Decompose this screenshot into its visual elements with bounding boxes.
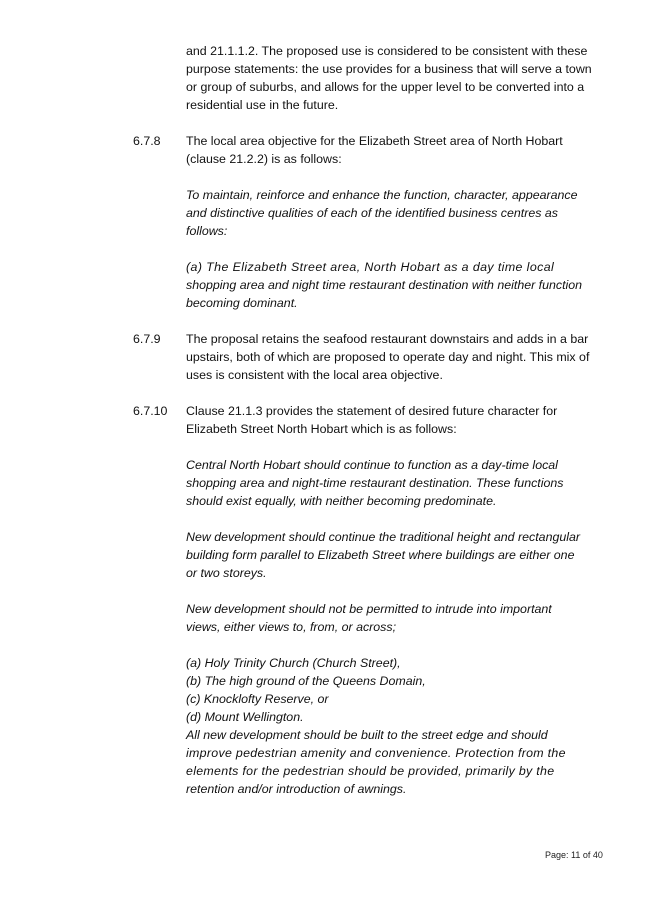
section-number-6-7-8: 6.7.8: [133, 134, 161, 148]
intro-line: purpose statements: the use provides for a business that will serve a town: [186, 62, 592, 76]
quote-line: New development should continue the traditional height and rectangular: [186, 530, 581, 544]
quote-line: follows:: [186, 224, 228, 238]
para-line: (clause 21.2.2) is as follows:: [186, 152, 342, 166]
quote-line: and distinctive qualities of each of the identified business centres as: [186, 206, 558, 220]
quote-line: building form parallel to Elizabeth Street where buildings are either one: [186, 548, 575, 562]
intro-line: and 21.1.1.2. The proposed use is considered to be consistent with these: [186, 44, 588, 58]
quote-line: elements for the pedestrian should be provided, primarily by the: [186, 764, 555, 778]
quote-line: All new development should be built to the street edge and should: [186, 728, 548, 742]
quote-line: improve pedestrian amenity and convenience. Protection from the: [186, 746, 566, 760]
quote-line: New development should not be permitted to intrude into important: [186, 602, 552, 616]
quote-line: shopping area and night time restaurant destination with neither function: [186, 278, 583, 292]
quote-line: Central North Hobart should continue to function as a day-time local: [186, 458, 558, 472]
quote-line: retention and/or introduction of awnings.: [186, 782, 407, 796]
quote-line: should exist equally, with neither becoming predominate.: [186, 494, 497, 508]
intro-line: residential use in the future.: [186, 98, 339, 112]
para-line: The proposal retains the seafood restaurant downstairs and adds in a bar: [186, 332, 589, 346]
list-item: (b) The high ground of the Queens Domain,: [186, 674, 426, 688]
quote-line: shopping area and night-time restaurant destination. These functions: [186, 476, 564, 490]
quote-line: or two storeys.: [186, 566, 267, 580]
para-line: uses is consistent with the local area objective.: [186, 368, 443, 382]
quote-line: becoming dominant.: [186, 296, 298, 310]
para-line: The local area objective for the Elizabeth Street area of North Hobart: [186, 134, 563, 148]
list-item: (a) Holy Trinity Church (Church Street),: [186, 656, 401, 670]
list-item: (c) Knocklofty Reserve, or: [186, 692, 329, 706]
para-line: upstairs, both of which are proposed to operate day and night. This mix of: [186, 350, 590, 364]
quote-line: (a) The Elizabeth Street area, North Hobart as a day time local: [186, 260, 555, 274]
quote-line: To maintain, reinforce and enhance the function, character, appearance: [186, 188, 578, 202]
page-number: Page: 11 of 40: [545, 850, 603, 860]
list-item: (d) Mount Wellington.: [186, 710, 304, 724]
section-number-6-7-9: 6.7.9: [133, 332, 161, 346]
intro-line: or group of suburbs, and allows for the upper level to be converted into a: [186, 80, 585, 94]
quote-line: views, either views to, from, or across;: [186, 620, 397, 634]
para-line: Clause 21.1.3 provides the statement of desired future character for: [186, 404, 558, 418]
section-number-6-7-10: 6.7.10: [133, 404, 168, 418]
para-line: Elizabeth Street North Hobart which is as follows:: [186, 422, 457, 436]
